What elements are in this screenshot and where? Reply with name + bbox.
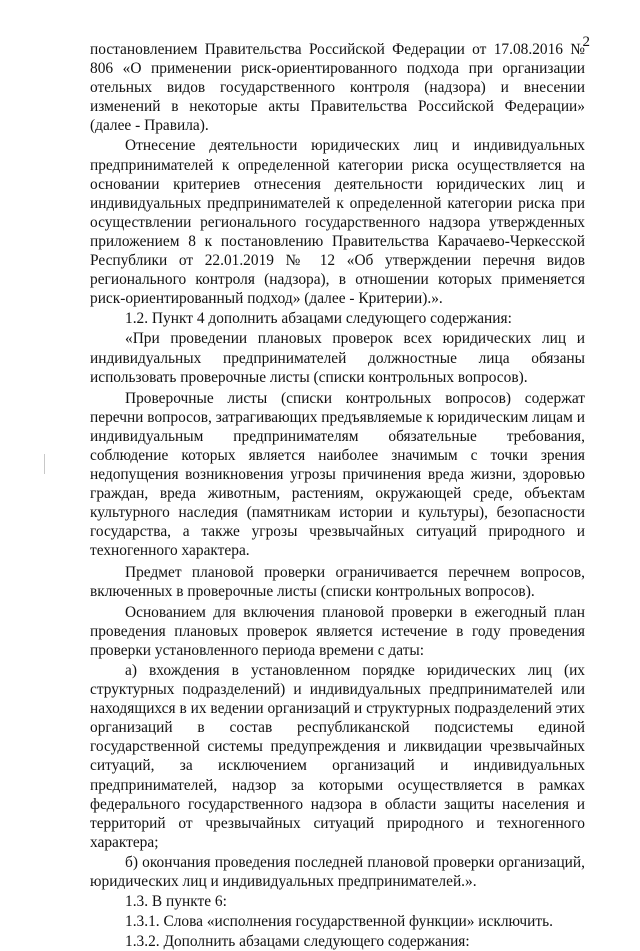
paragraph-risk-category: Отнесение деятельности юридических лиц и индивидуальных предпринимателей к определенной категории риска осуществляется на основании критериев отнесения деятельности юридических лиц и индивидуальных предпринимателей к определенной категории риска при осуществлении регионального государственного надзора утвержденных приложением 8 к постановлению Правительства Карачаево-Черкесской Республики от 22.01.2019 № 12 «Об утверждении перечня видов регионального контроля (надзора), в отношении которых применяется риск-ориентированный подход» (далее - Критерии).».: [90, 137, 585, 308]
paragraph-clause-1-2: 1.2. Пункт 4 дополнить абзацами следующего содержания:: [125, 310, 512, 328]
paragraph-item-a: а) вхождения в установленном порядке юридических лиц (их структурных подразделений) и индивидуальных предпринимателей или находящихся в их ведении организаций и структурных подразделений этих организаций в состав республиканской подсистемы единой государственной системы предупреждения и ликвидации чрезвычайных ситуаций, за исключением организаций и индивидуальных предпринимателей, надзор за которыми осуществляется в рамках федерального государственного надзора в области защиты населения и территорий от чрезвычайных ситуаций природного и техногенного характера;: [90, 662, 585, 851]
paragraph-rules-reference: постановлением Правительства Российской Федерации от 17.08.2016 № 806 «О применении риск-ориентированного подхода при организации отельных видов государственного контроля (надзора) и внесении изменений в некоторые акты Правительства Российской Федерации» (далее - Правила).: [90, 41, 585, 135]
paragraph-inspection-subject: Предмет плановой проверки ограничивается перечнем вопросов, включенных в проверочные листы (списки контрольных вопросов).: [90, 563, 585, 600]
paragraph-clause-1-3-2: 1.3.2. Дополнить абзацами следующего содержания:: [125, 933, 470, 951]
scan-artifact-mark: [44, 454, 45, 474]
paragraph-clause-1-3-1: 1.3.1. Слова «исполнения государственной функции» исключить.: [125, 913, 553, 931]
page-number: 2: [582, 34, 590, 50]
paragraph-inspection-basis: Основанием для включения плановой проверки в ежегодный план проведения плановых проверок является истечение в году проведения проверки установленного периода времени с даты:: [90, 603, 585, 659]
paragraph-item-b: б) окончания проведения последней плановой проверки организаций, юридических лиц и индивидуальных предпринимателей.».: [90, 853, 585, 891]
document-body: [90, 40, 585, 951]
paragraph-checklists-usage: «При проведении плановых проверок всех юридических лиц и индивидуальных предпринимателей должностные лица обязаны использовать проверочные листы (списки контрольных вопросов).: [90, 330, 585, 386]
paragraph-clause-1-3: 1.3. В пункте 6:: [125, 893, 227, 911]
paragraph-checklists-content: Проверочные листы (списки контрольных вопросов) содержат перечни вопросов, затрагивающих предъявляемые к юридическим лицам и индивидуальным предпринимателям обязательные требования, соблюдение которых является наиболее значимым с точки зрения недопущения возникновения угрозы причинения вреда жизни, здоровью граждан, вреда животным, растениям, окружающей среде, объектам культурного наследия (памятникам истории и культуры), безопасности государства, а также угрозы чрезвычайных ситуаций природного и техногенного характера.: [90, 389, 585, 560]
